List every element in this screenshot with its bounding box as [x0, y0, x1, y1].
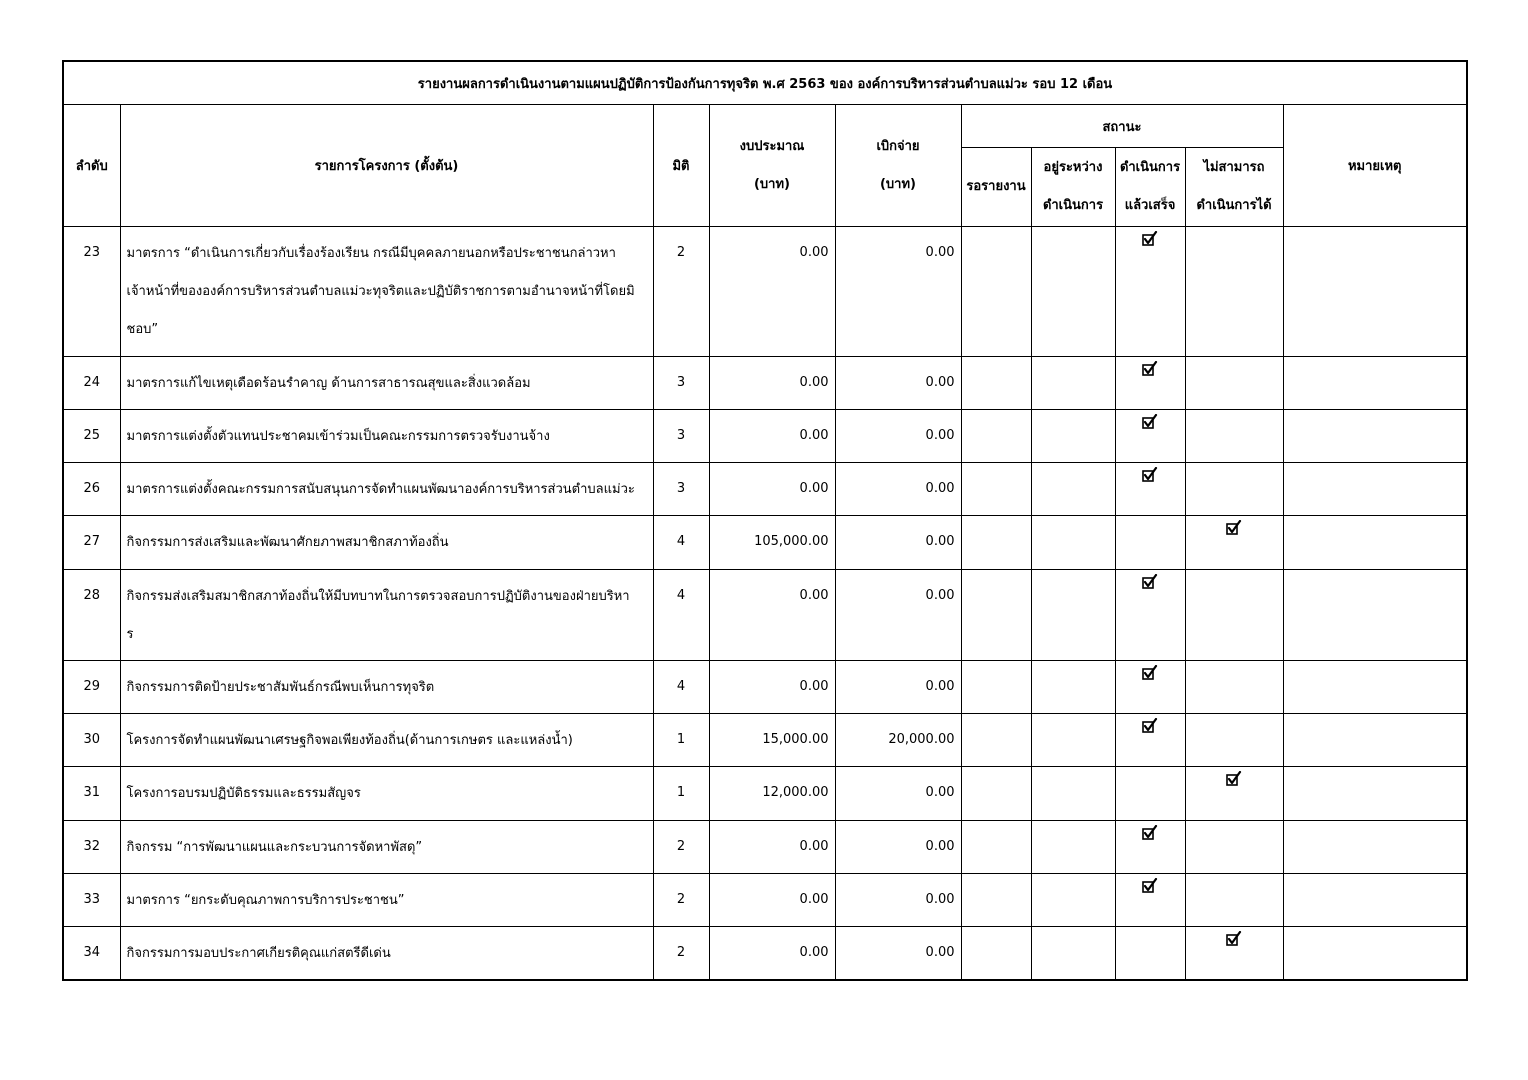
row-status-done	[1115, 927, 1185, 980]
row-remarks	[1283, 463, 1467, 516]
checkbox-checked-icon	[1226, 931, 1242, 947]
table-row	[63, 767, 1467, 821]
row-budget: 0.00	[709, 570, 835, 661]
checkbox-checked-icon	[1142, 825, 1158, 841]
header-spent	[835, 105, 961, 227]
row-project-name	[120, 570, 653, 661]
project-name-line: โครงการจัดทำแผนพัฒนาเศรษฐกิจพอเพียงท้องถิ่น(ด้านการเกษตร และแหล่งน้ำ)	[126, 733, 573, 748]
table-row	[63, 410, 1467, 463]
row-budget: 0.00	[709, 821, 835, 874]
project-name-line: โครงการอบรมปฏิบัติธรรมและธรรมสัญจร	[126, 786, 361, 801]
project-name-line: กิจกรรมส่งเสริมสมาชิกสภาท้องถิ่นให้มีบทบาทในการตรวจสอบการปฏิบัติงานของฝ่ายบริหา	[126, 589, 630, 604]
row-status-in-progress	[1031, 227, 1115, 357]
row-status-pending	[961, 767, 1031, 821]
row-project-name	[120, 463, 653, 516]
header-budget	[709, 105, 835, 227]
row-spent: 0.00	[835, 570, 961, 661]
row-dimension: 1	[653, 714, 709, 767]
header-status-pending-report: รอรายงาน	[961, 148, 1031, 227]
row-status-unable	[1185, 714, 1283, 767]
row-status-unable	[1185, 227, 1283, 357]
row-status-unable	[1185, 821, 1283, 874]
project-name-line: มาตรการ “ยกระดับคุณภาพการบริการประชาชน”	[126, 893, 405, 908]
row-status-unable	[1185, 410, 1283, 463]
row-status-in-progress	[1031, 570, 1115, 661]
row-status-pending	[961, 927, 1031, 980]
header-status-unable	[1185, 148, 1283, 227]
row-status-done	[1115, 661, 1185, 714]
row-budget: 0.00	[709, 661, 835, 714]
row-status-in-progress	[1031, 516, 1115, 570]
row-number: 24	[63, 357, 120, 410]
checkbox-checked-icon	[1226, 520, 1242, 536]
project-name-line: มาตรการแต่งตั้งคณะกรรมการสนับสนุนการจัดทำแผนพัฒนาองค์การบริหารส่วนตำบลแม่วะ	[126, 482, 635, 497]
row-dimension: 4	[653, 661, 709, 714]
row-status-unable	[1185, 874, 1283, 927]
row-status-unable	[1185, 463, 1283, 516]
row-remarks	[1283, 927, 1467, 980]
row-number: 31	[63, 767, 120, 821]
report-body	[63, 227, 1467, 980]
table-row	[63, 661, 1467, 714]
row-budget: 105,000.00	[709, 516, 835, 570]
row-remarks	[1283, 767, 1467, 821]
row-status-pending	[961, 227, 1031, 357]
header-no: ลำดับ	[63, 105, 120, 227]
row-spent: 0.00	[835, 357, 961, 410]
row-budget: 0.00	[709, 874, 835, 927]
header-status: สถานะ	[961, 105, 1283, 148]
row-project-name	[120, 927, 653, 980]
row-status-in-progress	[1031, 714, 1115, 767]
row-status-pending	[961, 874, 1031, 927]
row-status-pending	[961, 516, 1031, 570]
row-status-unable	[1185, 767, 1283, 821]
header-status-done-line2: แล้วเสร็จ	[1124, 198, 1176, 213]
header-status-in-progress	[1031, 148, 1115, 227]
project-name-line: กิจกรรมการมอบประกาศเกียรติคุณแก่สตรีดีเด่น	[126, 946, 391, 961]
row-number: 33	[63, 874, 120, 927]
row-status-in-progress	[1031, 357, 1115, 410]
row-status-unable	[1185, 357, 1283, 410]
row-status-in-progress	[1031, 661, 1115, 714]
row-spent: 0.00	[835, 927, 961, 980]
table-row	[63, 227, 1467, 357]
header-budget-line2: (บาท)	[753, 176, 790, 192]
row-budget: 0.00	[709, 927, 835, 980]
header-dimension: มิติ	[653, 105, 709, 227]
checkbox-checked-icon	[1142, 574, 1158, 590]
row-budget: 15,000.00	[709, 714, 835, 767]
checkbox-checked-icon	[1142, 467, 1158, 483]
header-status-unable-line2: ดำเนินการได้	[1196, 198, 1272, 213]
row-budget: 0.00	[709, 357, 835, 410]
header-status-unable-line1: ไม่สามารถ	[1203, 160, 1265, 175]
report-title: รายงานผลการดำเนินงานตามแผนปฏิบัติการป้องกันการทุจริต พ.ศ 2563 ของ องค์การบริหารส่วนตำบลแม่วะ รอบ 12 เดือน	[63, 61, 1467, 105]
row-status-done	[1115, 767, 1185, 821]
header-remarks: หมายเหตุ	[1283, 105, 1467, 227]
row-remarks	[1283, 714, 1467, 767]
row-status-unable	[1185, 661, 1283, 714]
row-remarks	[1283, 227, 1467, 357]
row-number: 28	[63, 570, 120, 661]
header-spent-line2: (บาท)	[879, 176, 916, 192]
table-row	[63, 714, 1467, 767]
row-dimension: 2	[653, 227, 709, 357]
row-dimension: 2	[653, 927, 709, 980]
checkbox-checked-icon	[1142, 718, 1158, 734]
row-budget: 0.00	[709, 410, 835, 463]
row-status-in-progress	[1031, 463, 1115, 516]
project-name-line: มาตรการแก้ไขเหตุเดือดร้อนรำคาญ ด้านการสาธารณสุขและสิ่งแวดล้อม	[126, 376, 531, 391]
row-status-done	[1115, 357, 1185, 410]
table-row	[63, 463, 1467, 516]
header-budget-line1: งบประมาณ	[739, 138, 805, 154]
header-status-in-progress-line2: ดำเนินการ	[1042, 198, 1104, 213]
row-project-name	[120, 410, 653, 463]
checkbox-checked-icon	[1226, 771, 1242, 787]
row-dimension: 4	[653, 516, 709, 570]
row-dimension: 4	[653, 570, 709, 661]
row-status-unable	[1185, 570, 1283, 661]
report-table	[62, 60, 1468, 981]
row-number: 25	[63, 410, 120, 463]
row-spent: 0.00	[835, 410, 961, 463]
row-project-name	[120, 714, 653, 767]
row-budget: 0.00	[709, 227, 835, 357]
row-budget: 12,000.00	[709, 767, 835, 821]
project-name-line: กิจกรรมการติดป้ายประชาสัมพันธ์กรณีพบเห็นการทุจริต	[126, 680, 435, 695]
row-dimension: 2	[653, 821, 709, 874]
row-status-done	[1115, 874, 1185, 927]
row-remarks	[1283, 516, 1467, 570]
row-project-name	[120, 821, 653, 874]
row-dimension: 2	[653, 874, 709, 927]
row-status-unable	[1185, 516, 1283, 570]
row-spent: 0.00	[835, 463, 961, 516]
row-spent: 0.00	[835, 661, 961, 714]
table-row	[63, 357, 1467, 410]
row-project-name	[120, 516, 653, 570]
row-status-in-progress	[1031, 927, 1115, 980]
row-status-done	[1115, 227, 1185, 357]
header-spent-line1: เบิกจ่าย	[876, 138, 920, 154]
header-status-in-progress-line1: อยู่ระหว่าง	[1043, 160, 1103, 175]
table-row	[63, 570, 1467, 661]
row-status-done	[1115, 463, 1185, 516]
row-project-name	[120, 874, 653, 927]
row-status-in-progress	[1031, 874, 1115, 927]
row-spent: 20,000.00	[835, 714, 961, 767]
row-dimension: 3	[653, 357, 709, 410]
row-number: 34	[63, 927, 120, 980]
row-dimension: 1	[653, 767, 709, 821]
row-remarks	[1283, 357, 1467, 410]
checkbox-checked-icon	[1142, 361, 1158, 377]
row-project-name	[120, 661, 653, 714]
row-status-pending	[961, 410, 1031, 463]
row-number: 30	[63, 714, 120, 767]
row-status-done	[1115, 714, 1185, 767]
row-spent: 0.00	[835, 516, 961, 570]
checkbox-checked-icon	[1142, 231, 1158, 247]
row-status-pending	[961, 661, 1031, 714]
checkbox-checked-icon	[1142, 414, 1158, 430]
row-remarks	[1283, 661, 1467, 714]
project-name-line: มาตรการแต่งตั้งตัวแทนประชาคมเข้าร่วมเป็นคณะกรรมการตรวจรับงานจ้าง	[126, 429, 550, 444]
table-row	[63, 516, 1467, 570]
row-project-name	[120, 767, 653, 821]
row-spent: 0.00	[835, 227, 961, 357]
row-dimension: 3	[653, 410, 709, 463]
checkbox-checked-icon	[1142, 878, 1158, 894]
project-name-line: ชอบ”	[126, 322, 159, 337]
table-row	[63, 927, 1467, 980]
row-status-in-progress	[1031, 821, 1115, 874]
project-name-line: มาตรการ “ดำเนินการเกี่ยวกับเรื่องร้องเรียน กรณีมีบุคคลภายนอกหรือประชาชนกล่าวหา	[126, 246, 616, 261]
table-row	[63, 874, 1467, 927]
row-project-name	[120, 227, 653, 357]
row-status-pending	[961, 357, 1031, 410]
row-status-done	[1115, 821, 1185, 874]
project-name-line: ร	[126, 627, 134, 642]
row-status-in-progress	[1031, 410, 1115, 463]
row-number: 29	[63, 661, 120, 714]
row-spent: 0.00	[835, 874, 961, 927]
row-project-name	[120, 357, 653, 410]
project-name-line: กิจกรรมการส่งเสริมและพัฒนาศักยภาพสมาชิกสภาท้องถิ่น	[126, 535, 449, 550]
project-name-line: กิจกรรม “การพัฒนาแผนและกระบวนการจัดหาพัสดุ”	[126, 840, 423, 855]
row-budget: 0.00	[709, 463, 835, 516]
row-number: 27	[63, 516, 120, 570]
row-spent: 0.00	[835, 821, 961, 874]
row-number: 32	[63, 821, 120, 874]
row-remarks	[1283, 874, 1467, 927]
row-number: 26	[63, 463, 120, 516]
row-status-pending	[961, 570, 1031, 661]
checkbox-checked-icon	[1142, 665, 1158, 681]
row-number: 23	[63, 227, 120, 357]
row-remarks	[1283, 570, 1467, 661]
row-remarks	[1283, 821, 1467, 874]
row-status-pending	[961, 821, 1031, 874]
header-status-done	[1115, 148, 1185, 227]
row-dimension: 3	[653, 463, 709, 516]
row-status-pending	[961, 714, 1031, 767]
row-status-done	[1115, 570, 1185, 661]
row-status-in-progress	[1031, 767, 1115, 821]
row-status-unable	[1185, 927, 1283, 980]
row-spent: 0.00	[835, 767, 961, 821]
row-status-pending	[961, 463, 1031, 516]
row-status-done	[1115, 516, 1185, 570]
table-row	[63, 821, 1467, 874]
row-status-done	[1115, 410, 1185, 463]
row-remarks	[1283, 410, 1467, 463]
header-status-done-line1: ดำเนินการ	[1119, 160, 1181, 175]
header-project: รายการโครงการ (ตั้งต้น)	[120, 105, 653, 227]
project-name-line: เจ้าหน้าที่ขององค์การบริหารส่วนตำบลแม่วะทุจริตและปฏิบัติราชการตามอำนาจหน้าที่โดยมิ	[126, 284, 635, 299]
